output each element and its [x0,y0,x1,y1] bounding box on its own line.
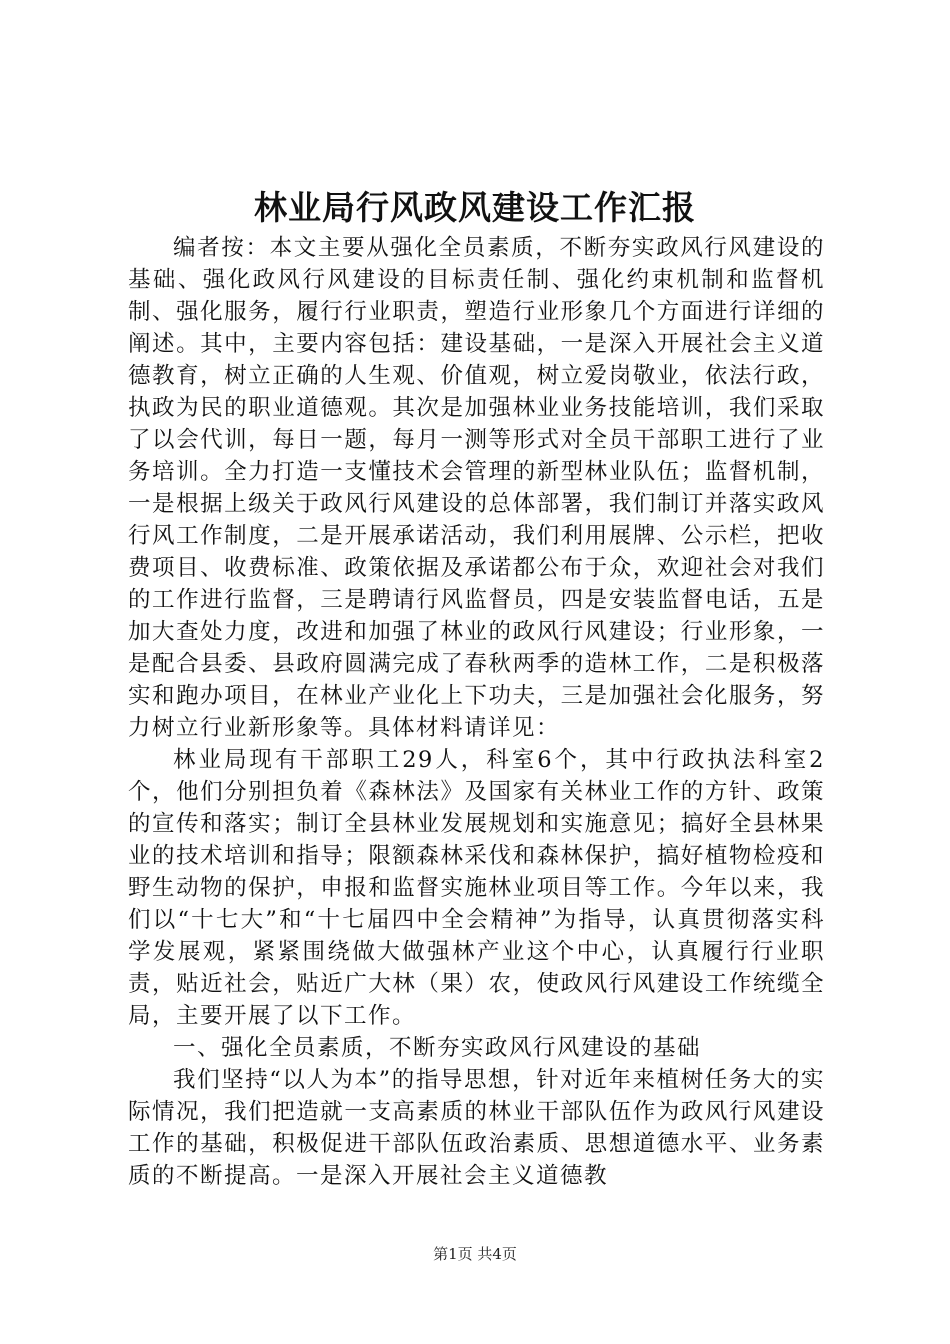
document-title: 林业局行风政风建设工作汇报 [254,188,696,227]
page-number: 第1页 共4页 [433,1245,517,1263]
paragraph-editor-note: 编者按：本文主要从强化全员素质，不断夯实政风行风建设的基础、强化政风行风建设的目标责任制、强化约束机制和监督机制、强化服务，履行行业职责，塑造行业形象几个方面进行详细的阐述。其中，主要内容包括：建设基础，一是深入开展社会主义道德教育，树立正确的人生观、价值观，树立爱岗敬业，依法行政，执政为民的职业道德观。其次是加强林业业务技能培训，我们采取了以会代训，每日一题，每月一测等形式对全员干部职工进行了业务培训。全力打造一支懂技术会管理的新型林业队伍；监督机制，一是根据上级关于政风行风建设的总体部署，我们制订并落实政风行风工作制度，二是开展承诺活动，我们利用展牌、公示栏，把收费项目、收费标准、政策依据及承诺都公布于众，欢迎社会对我们的工作进行监督，三是聘请行风监督员，四是安装监督电话，五是加大查处力度，改进和加强了林业的政风行风建设；行业形象，一是配合县委、县政府圆满完成了春秋两季的造林工作，二是积极落实和跑办项目，在林业产业化上下功夫，三是加强社会化服务，努力树立行业新形象等。具体材料请详见： [128,235,825,741]
section-heading-1: 一、强化全员素质，不断夯实政风行风建设的基础 [173,1035,702,1061]
paragraph-overview: 林业局现有干部职工29人，科室6个，其中行政执法科室2个，他们分别担负着《森林法》及国家有关林业工作的方针、政策的宣传和落实；制订全县林业发展规划和实施意见；搞好全县林果业的技术培训和指导；限额森林采伐和森林保护，搞好植物检疫和野生动物的保护，申报和监督实施林业项目等工作。今年以来，我们以“十七大”和“十七届四中全会精神”为指导，认真贯彻落实科学发展观，紧紧围绕做大做强林产业这个中心，认真履行行业职责，贴近社会，贴近广大林（果）农，使政风行风建设工作统缆全局，主要开展了以下工作。 [128,747,825,1029]
document-body [128,232,825,1192]
paragraph-section-1: 我们坚持“以人为本”的指导思想，针对近年来植树任务大的实际情况，我们把造就一支高素质的林业干部队伍作为政风行风建设工作的基础，积极促进干部队伍政治素质、思想道德水平、业务素质的不断提高。一是深入开展社会主义道德教 [128,1067,825,1189]
